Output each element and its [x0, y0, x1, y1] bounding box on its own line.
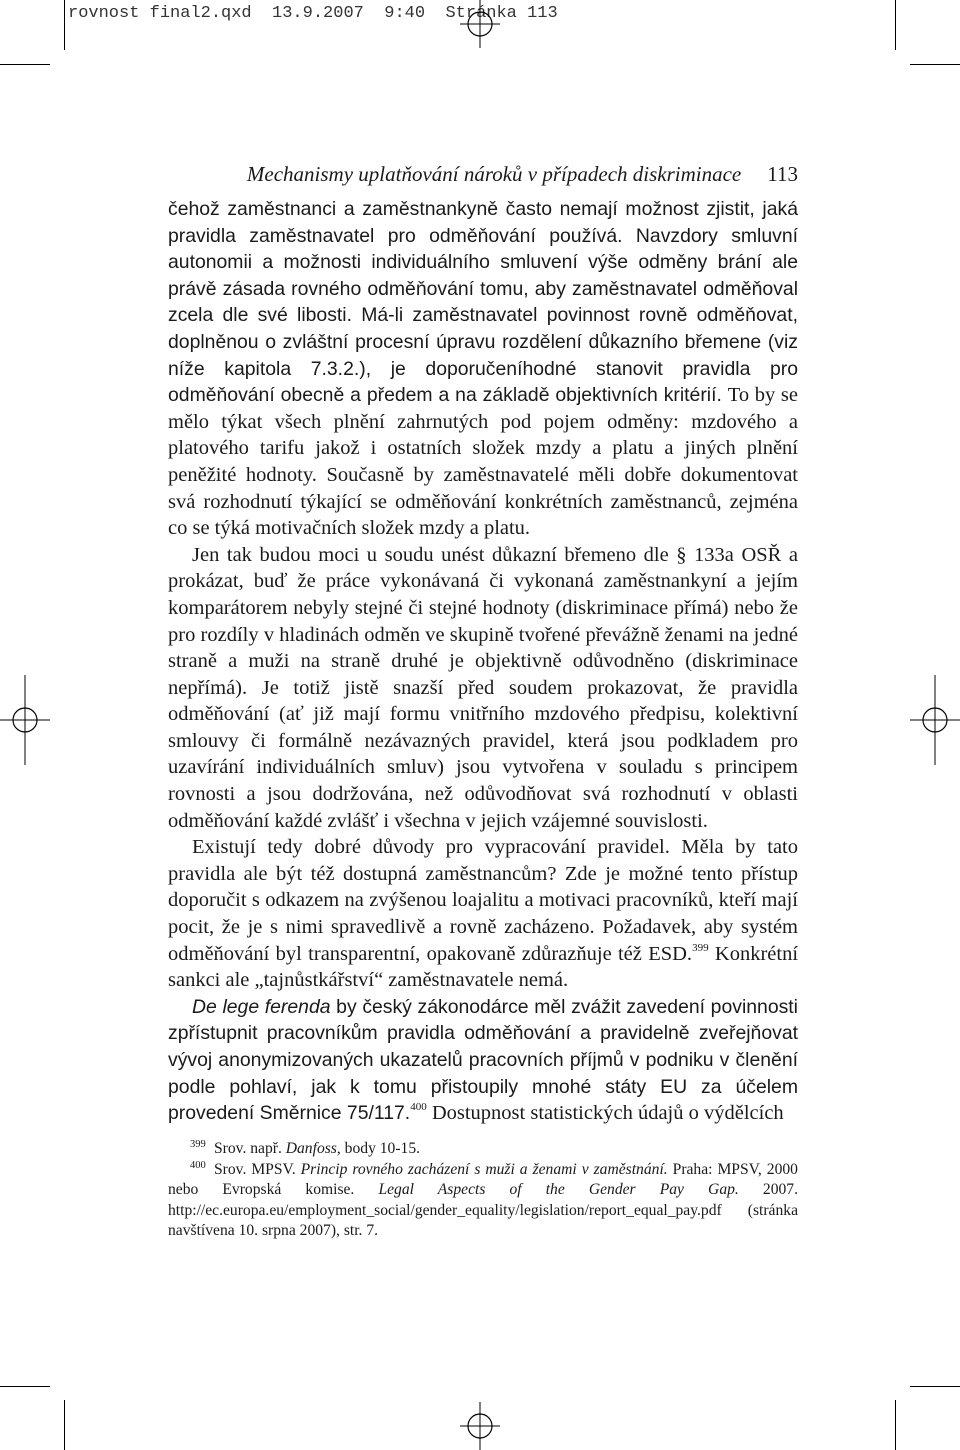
- crop-mark: [895, 0, 896, 50]
- paragraph: [168, 542, 798, 835]
- crop-mark: [64, 1400, 65, 1450]
- registration-mark-icon: [910, 675, 960, 765]
- registration-mark-icon: [460, 0, 500, 48]
- registration-mark-icon: [0, 675, 50, 765]
- crop-mark: [910, 1386, 960, 1387]
- print-slug: rovnost final2.qxd 13.9.2007 9:40 Stránka 113: [68, 4, 558, 23]
- paragraph-text: Zde je možné tento přístup doporučit s odkazem na zvýšenou loajalitu a motivaci pracovníků, kteří mají pocit, že je s nimi spravedlivě a rovně zacházeno. Požadavek, aby systém odměňování byl transparentní, opakovaně zdůrazňuje též ESD.: [168, 862, 799, 965]
- crop-mark: [0, 1386, 50, 1387]
- footnote-text: Danfoss: [285, 1140, 337, 1157]
- paragraph: [168, 994, 798, 1127]
- footnote-text: Princip rovného zacházení s muži a ženami v zaměstnání.: [300, 1160, 668, 1178]
- footnote-text: Legal Aspects of the Gender Pay Gap.: [378, 1181, 739, 1198]
- footnotes: [168, 1139, 798, 1242]
- paragraph-text: Jen tak budou moci u soudu unést důkazní břemeno dle § 133a OSŘ a prokázat, buď že práce vykonávaná či vykonaná zaměstnankyní a jejím komparátorem nebyly stejné či stejné hodnoty (diskriminace přímá) nebo že pro rozdíly v hladinách odměn ve skupině tvořené převážně ženami na jedné straně a muži na straně druhé je objektivně odůvodněno (diskriminace nepřímá). Je totiž jistě snazší před soudem prokazovat, že pravidla odměňování (ať již mají formu vnitřního mzdového předpisu, kolektivní smlouvy či formálně nezávazných pravidel, která jsou podkladem pro uzavírání individuálních smluv) jsou vytvořena v souladu s principem rovnosti a jsou dodržována, než odůvodňovat svá rozhodnutí v oblasti odměňování každé zvlášť i všechna v jejich vzájemné souvislosti.: [168, 543, 798, 832]
- crop-mark: [895, 1400, 896, 1450]
- footnote: 399 Srov. např. Danfoss, body 10-15.: [190, 1139, 421, 1157]
- paragraph-text: čehož zaměstnanci a zaměstnankyně často nemají možnost zjistit, jaká pravidla zaměstnavatel pro odměňování používá. Navzdory smluvní autonomii a možnosti individuálního smluvení výše odměny brání ale právě zásada rovného odměňování tomu, aby zaměstnavatel odměňoval zcela dle své libosti. Má-li zaměstnavatel povinnost rovně odměňovat, doplněnou o zvláštní procesní úpravu rozdělení důkazního břemene (viz níže kapitola 7.3.2.), je doporučeníhodné stanovit pravidla pro odměňování obecně a předem a na základě objektivních kritérií.: [168, 198, 798, 407]
- footnote-reference[interactable]: 399: [692, 941, 709, 954]
- paragraph-text: Existují tedy dobré důvody pro vypracování pravidel. Měla by tato pravidla ale být též dostupná zaměstnancům?: [168, 836, 798, 885]
- crop-mark: [0, 64, 50, 65]
- page-number: 113: [767, 162, 798, 186]
- footnote-text: Srov. např.: [214, 1140, 286, 1157]
- footnote: 400 Srov. MPSV. Princip rovného zacházení s muži a ženami v zaměstnání. Praha: MPSV, 2000 nebo Evropská komise. Legal Aspects of the Gender Pay Gap. 2007. http://ec.europa.eu/employment_social/gender_equality/legislation/report_equal_pay.pdf (stránka navštívena 10. srpna 2007), str. 7.: [168, 1159, 798, 1239]
- header-title: Mechanismy uplatňování nároků v případech diskriminace: [246, 162, 742, 186]
- registration-mark-icon: [460, 1402, 500, 1450]
- footnote-reference[interactable]: 400: [410, 1101, 427, 1114]
- crop-mark: [910, 64, 960, 65]
- crop-mark: [64, 0, 65, 50]
- latin-phrase: De lege ferenda: [192, 995, 331, 1018]
- paragraph-text: Dostupnost statistických údajů o výdělcích: [426, 1102, 784, 1125]
- running-header: [168, 162, 798, 187]
- footnote-text: Srov. MPSV.: [214, 1160, 301, 1178]
- paragraph-text: To by se mělo týkat všech plnění zahrnutých pod pojem odměny: mzdového a platového tarifu jakož i ostatních složek mzdy a platu a jiných plnění peněžité hodnoty. Současně by zaměstnavatelé měli dobře dokumentovat svá rozhodnutí týkající se odměňování konkrétních zaměstnanců, zejména co se týká motivačních složek mzdy a platu.: [168, 384, 798, 540]
- footnote-text: , body 10-15.: [336, 1140, 421, 1157]
- paragraph: [168, 834, 798, 994]
- footnote-link[interactable]: 2007. http://ec.europa.eu/employment_social/gender_equality/legislation/report_equal_pay.pdf (stránka navštívena 10. srpna 2007), str. 7.: [168, 1181, 798, 1239]
- paragraph-text: Konkrétní sankci ale „tajnůstkářství“ zaměstnavatele nemá.: [168, 942, 799, 992]
- footnote-text: Praha: MPSV, 2000 nebo Evropská komise.: [168, 1160, 798, 1198]
- body-text: [168, 196, 798, 1127]
- paragraph-text: by český zákonodárce měl zvážit zavedení povinnosti zpřístupnit pracovníkům pravidla odměňování a pravidelně zveřejňovat vývoj anonymizovaných ukazatelů pracovních příjmů v podniku v členění podle pohlaví, jak k tomu přistoupily mnohé státy EU za účelem provedení Směrnice 75/117.: [168, 995, 798, 1125]
- paragraph: [168, 196, 798, 542]
